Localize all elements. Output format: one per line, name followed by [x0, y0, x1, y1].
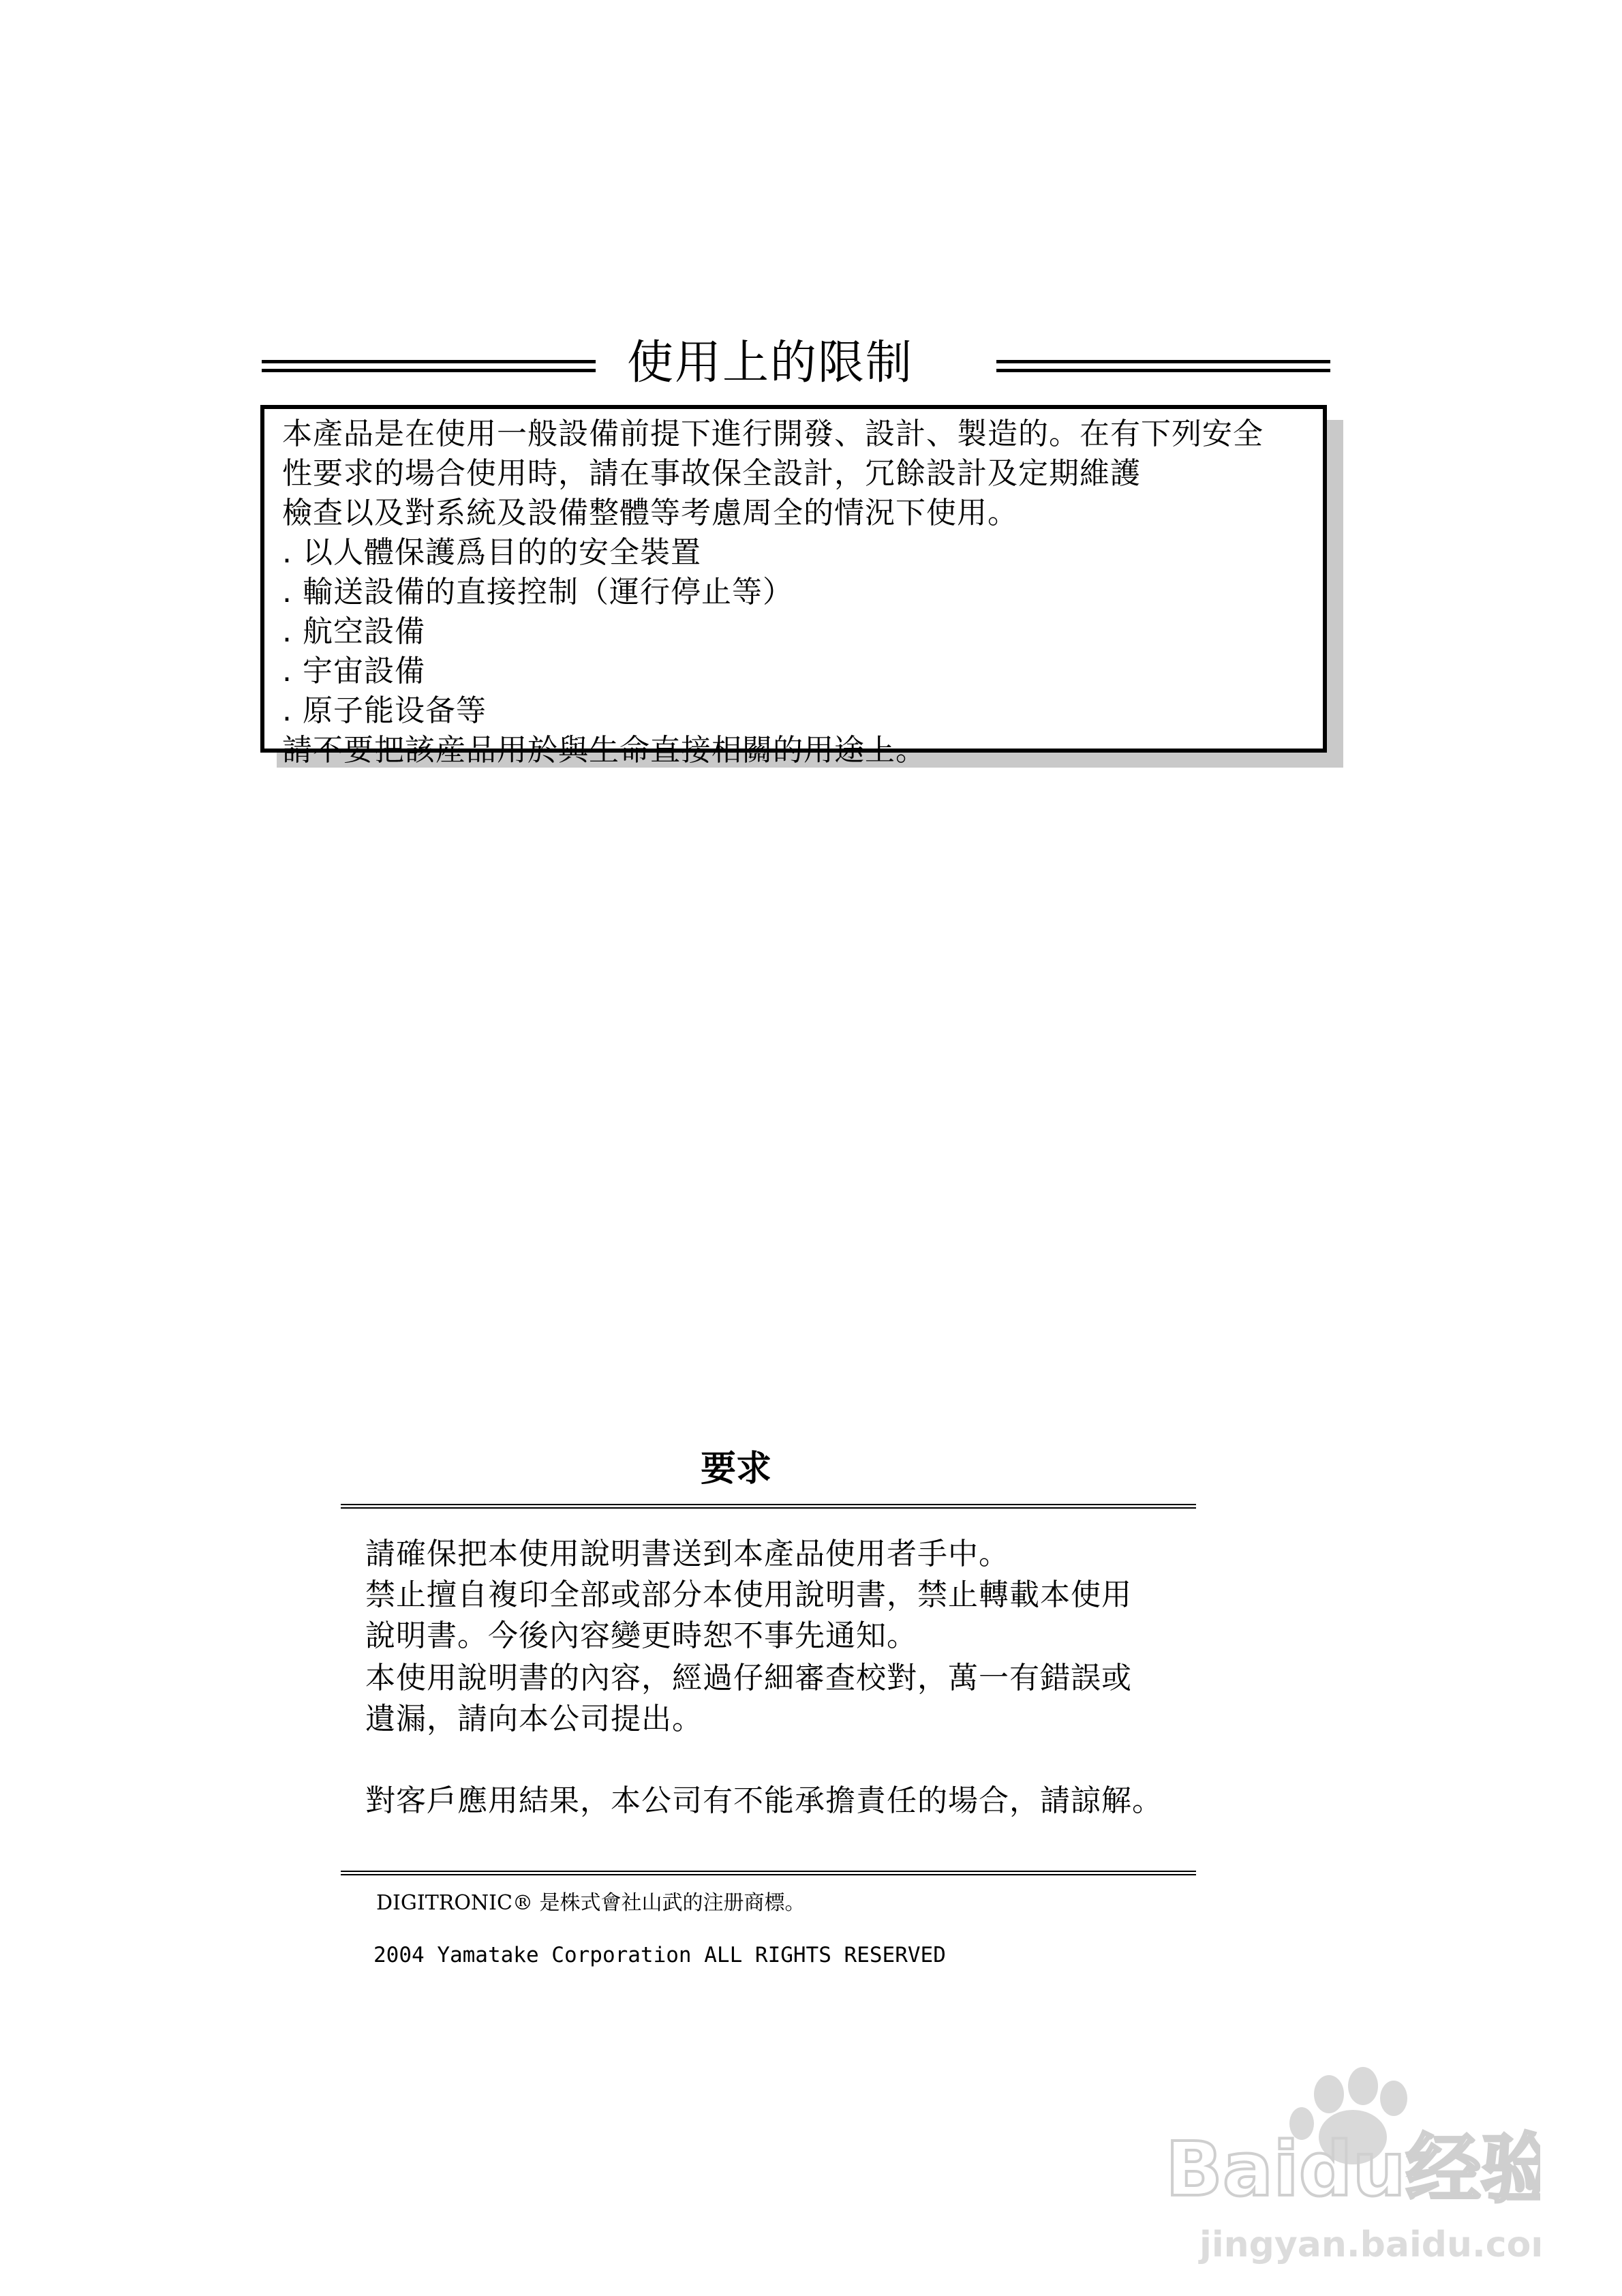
- copyright-notice: 2004 Yamatake Corporation ALL RIGHTS RESERVED: [373, 1943, 946, 1967]
- restriction-item: . 航空設備: [282, 614, 425, 649]
- request-line: 本使用說明書的內容，經過仔細審查校對，萬一有錯誤或: [365, 1661, 1132, 1695]
- request-line: 請確保把本使用說明書送到本產品使用者手中。: [365, 1537, 1009, 1571]
- restriction-item: . 以人體保護爲目的的安全裝置: [282, 535, 701, 570]
- restrictions-box: [260, 405, 1327, 768]
- restriction-item: . 輸送設備的直接控制（運行停止等）: [282, 575, 793, 609]
- restriction-line: 本產品是在使用一般設備前提下進行開發、設計、製造的。在有下列安全: [282, 417, 1264, 451]
- restriction-line: 性要求的場合使用時，請在事故保全設計，冗餘設計及定期維護: [282, 456, 1141, 491]
- baidu-watermark: [1159, 2066, 1540, 2270]
- paw-icon: [1159, 2066, 1540, 2270]
- request-rule-bottom: [341, 1871, 1196, 1875]
- restriction-item: . 原子能设备等: [282, 693, 487, 728]
- title-rule-left: [262, 360, 596, 372]
- title-rule-right: [996, 360, 1330, 372]
- request-title: 要求: [700, 1449, 771, 1490]
- restriction-line: 檢查以及對系統及設備整體等考慮周全的情況下使用。: [282, 496, 1018, 530]
- request-rule-top: [341, 1504, 1196, 1509]
- request-line: 對客戶應用結果，本公司有不能承擔責任的場合，請諒解。: [365, 1783, 1163, 1818]
- request-line: 遺漏，請向本公司提出。: [365, 1702, 703, 1736]
- watermark-url: jingyan.baidu.com: [1199, 2224, 1540, 2265]
- restrictions-title: 使用上的限制: [626, 336, 913, 390]
- restriction-line: 請不要把該産品用於與生命直接相關的用途上。: [282, 733, 926, 768]
- request-line: 說明書。今後內容變更時恕不事先通知。: [365, 1618, 917, 1653]
- trademark-notice: DIGITRONIC® 是株式會社山武的注册商標。: [376, 1891, 806, 1915]
- request-line: 禁止擅自複印全部或部分本使用說明書，禁止轉載本使用: [365, 1577, 1132, 1612]
- restriction-item: . 宇宙設備: [282, 654, 425, 689]
- watermark-brand: Baidu经验: [1165, 2126, 1540, 2213]
